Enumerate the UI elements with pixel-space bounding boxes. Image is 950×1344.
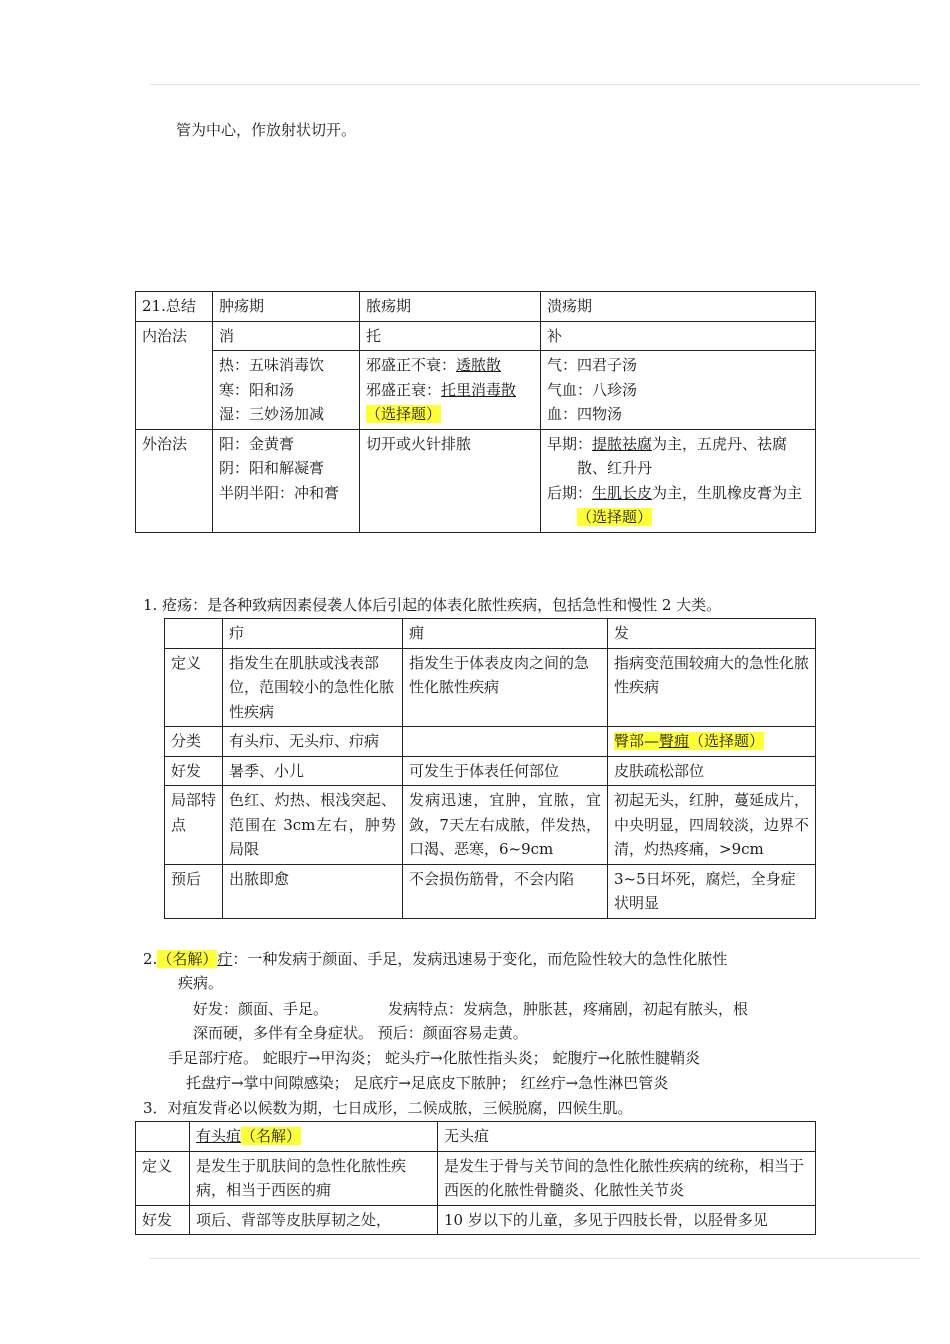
table-cell [403,727,608,757]
table-cell: 不会损伤筋骨，不会内陷 [403,864,608,918]
cell-line: 阴：阳和解凝膏 [219,459,325,477]
table-cell: 指发生在肌肤或浅表部位，范围较小的急性化脓性疾病 [223,648,403,727]
exam-tag: （选择题） [689,732,765,750]
cell-text: 邪盛正不衰： [366,356,457,374]
table-cell: 无头疽 [438,1122,816,1152]
table-cell: 有头疖、无头疖、疖病 [223,727,403,757]
cell-text: 后期： [547,483,593,502]
cell-line: 血：四物汤 [547,405,623,423]
section-number: 2. [143,950,158,968]
cell-text: 有头疽 [196,1127,242,1145]
table-cell [190,1122,438,1152]
cell-text: 臀痈 [659,732,690,750]
table-cell [541,351,816,430]
exam-tag: （选择题） [366,405,442,423]
cell-block [547,432,809,481]
table-cell: 内治法 [136,321,213,429]
table-row [136,351,816,430]
cell-text: 生肌长皮 [592,483,653,502]
cell-line: 湿：三妙汤加减 [219,405,325,423]
table-cell: 分类 [165,727,223,757]
highlighted-text [614,732,764,750]
exam-tag: （名解） [241,1127,302,1145]
continued-text: 管为中心，作放射状切开。 [176,121,357,139]
table-cell [165,619,223,649]
section-3-heading: 3．对疽发背必以候数为期，七日成形，二候成脓，三候脱腐，四候生肌。 [143,1099,633,1117]
table-row [165,786,816,865]
table-cell: 痈 [403,619,608,649]
table-cell [608,727,816,757]
definition: ：一种发病于颜面、手足，发病迅速易于变化，而危险性较大的急性化脓性 [232,950,728,968]
cell-line: 阳：金黄膏 [219,434,295,453]
table-cell: 发 [608,619,816,649]
table-cell: 疖 [223,619,403,649]
table-cell: 外治法 [136,429,213,532]
table-cell: 暑季、小儿 [223,756,403,786]
table-row [136,1151,816,1205]
table-cell [213,351,360,430]
summary-table [135,291,816,533]
table-cell: 好发 [165,756,223,786]
table-row [136,321,816,351]
header-rule [150,84,920,85]
table-row [136,292,816,322]
table-row [165,756,816,786]
section-2-line [193,998,748,1020]
table-cell: 补 [541,321,816,351]
table-cell: 局部特点 [165,786,223,865]
table-row [165,864,816,918]
exam-tag: （选择题） [577,508,653,526]
cell-line: 半阴半阳：冲和膏 [219,483,340,502]
table-cell: 项后、背部等皮肤厚韧之处， [190,1205,438,1235]
table-cell: 切开或火针排脓 [360,429,541,532]
section-2-line: 托盘疔→掌中间隙感染； 足底疔→足底皮下脓肿； 红丝疔→急性淋巴管炎 [186,1074,669,1092]
table-cell [360,351,541,430]
exam-tag: （名解） [157,950,218,968]
carbuncle-table [135,1121,816,1235]
table-cell: 发病迅速，宜肿，宜脓，宜敛，7天左右成脓，伴发热，口渴、恶寒，6~9cm [403,786,608,865]
table-cell: 是发生于骨与关节间的急性化脓性疾病的统称，相当于西医的化脓性骨髓炎、化脓性关节炎 [438,1151,816,1205]
sores-table [164,618,816,919]
table-cell: 色红、灼热、根浅突起、范围在 3cm左右，肿势局限 [223,786,403,865]
cell-text: 透脓散 [456,356,502,374]
text: 发病特点：发病急，肿胀甚，疼痛剧，初起有脓头，根 [388,1000,749,1018]
table-cell: 是发生于肌肤间的急性化脓性疾病，相当于西医的痈 [190,1151,438,1205]
table-row [165,727,816,757]
table-cell [541,429,816,532]
cell-text: 早期： [547,434,593,453]
table-cell: 消 [213,321,360,351]
table-cell [136,1122,190,1152]
footer-rule [150,1258,920,1259]
text: 好发：颜面、手足。 [193,1000,329,1018]
table-row [165,648,816,727]
cell-line: 寒：阳和汤 [219,380,295,399]
table-row [136,429,816,532]
table-cell: 初起无头，红肿，蔓延成片，中央明显，四周较淡，边界不清，灼热疼痛，>9cm [608,786,816,865]
table-cell: 定义 [136,1151,190,1205]
cell-block [547,481,809,530]
table-cell: 3~5日坏死，腐烂，全身症状明显 [608,864,816,918]
table-row [136,1205,816,1235]
table-cell: 皮肤疏松部位 [608,756,816,786]
cell-text: 为主，五虎丹、祛腐散、红升丹 [577,434,788,477]
table-cell: 溃疡期 [541,292,816,322]
table-cell: 预后 [165,864,223,918]
cell-line: 气血：八珍汤 [547,380,638,399]
cell-text: 提脓祛腐 [592,434,653,453]
term: 疔 [217,950,233,968]
cell-line: 热：五味消毒饮 [219,356,325,374]
cell-text: 托里消毒散 [441,380,517,399]
table-cell: 21.总结 [136,292,213,322]
table-row [136,1122,816,1152]
table-cell: 托 [360,321,541,351]
cell-text: 臀部— [614,732,660,750]
table-cell: 脓疡期 [360,292,541,322]
section-2-line: 疾病。 [178,974,224,992]
cell-text: 为主，生肌橡皮膏为主 [652,483,803,502]
table-cell: 定义 [165,648,223,727]
cell-line: 气：四君子汤 [547,356,638,374]
section-2-line: 手足部疔疮。 蛇眼疔→甲沟炎； 蛇头疔→化脓性指头炎； 蛇腹疔→化脓性腱鞘炎 [168,1049,701,1067]
cell-text: 邪盛正衰： [366,380,442,399]
section-2-line: 深而硬，多伴有全身症状。 预后：颜面容易走黄。 [193,1024,528,1042]
section-2-heading [143,948,727,970]
section-1-heading: 1. 疮疡：是各种致病因素侵袭人体后引起的体表化脓性疾病，包括急性和慢性 2 大类。 [143,596,722,614]
table-cell: 可发生于体表任何部位 [403,756,608,786]
table-row [165,619,816,649]
table-cell: 指发生于体表皮肉之间的急性化脓性疾病 [403,648,608,727]
table-cell [213,429,360,532]
table-cell: 10 岁以下的儿童，多见于四肢长骨，以胫骨多见 [438,1205,816,1235]
table-cell: 好发 [136,1205,190,1235]
table-cell: 出脓即愈 [223,864,403,918]
table-cell: 指病变范围较痈大的急性化脓性疾病 [608,648,816,727]
table-cell: 肿疡期 [213,292,360,322]
